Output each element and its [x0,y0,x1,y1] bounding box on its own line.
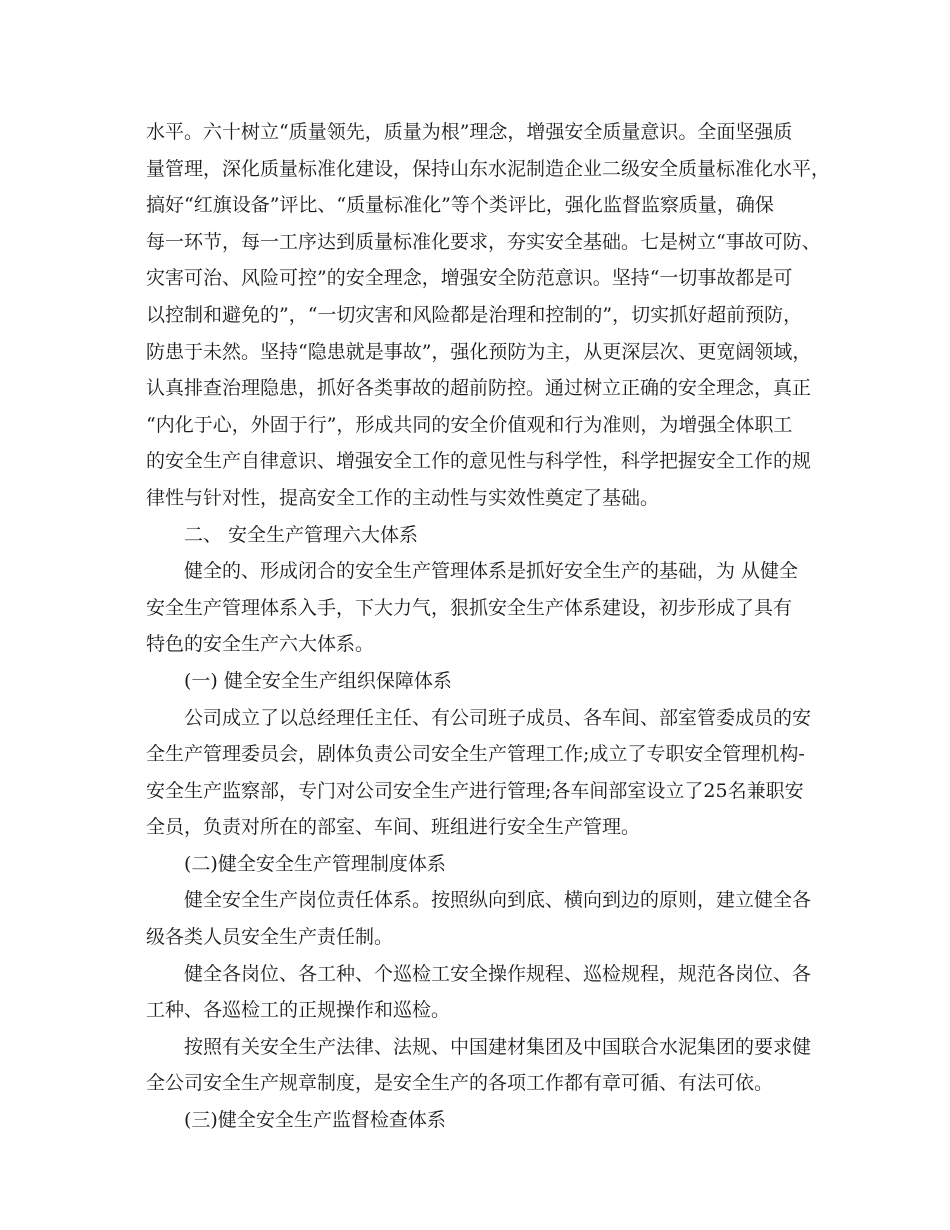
text-line: 量管理，深化质量标准化建设，保持山东水泥制造企业二级安全质量标准化水平， [146,157,831,180]
text-line: (一) 健全安全生产组织保障体系 [184,669,452,692]
text-line: 级各类人员安全生产责任制。 [146,926,394,949]
text-line: 的安全生产自律意识、增强安全工作的意见性与科学性，科学把握安全工作的规 [146,450,812,473]
text-line: 律性与针对性，提高安全工作的主动性与实效性奠定了基础。 [146,486,660,509]
text-line: 全员，负责对所在的部室、车间、班组进行安全生产管理。 [146,816,641,839]
text-line: 每一环节，每一工序达到质量标准化要求，夯实安全基础。七是树立“事故可防、 [146,230,821,253]
text-line: 防患于未然。坚持“隐患就是事故”，强化预防为主，从更深层次、更宽阔领域， [146,340,812,363]
text-line: 健全各岗位、各工种、个巡检工安全操作规程、巡检规程，规范各岗位、各 [184,962,812,985]
text-line: 安全生产管理体系入手，下大力气，狠抓安全生产体系建设，初步形成了具有 [146,596,793,619]
text-line: 全生产管理委员会，剧体负责公司安全生产管理工作;成立了专职安全管理机构- [146,743,805,766]
text-line: 认真排查治理隐患，抓好各类事故的超前防控。通过树立正确的安全理念，真正 [146,377,812,400]
text-line: (三)健全安全生产监督检查体系 [184,1109,446,1132]
text-line: 公司成立了以总经理任主任、有公司班子成员、各车间、部室管委成员的安 [184,706,812,729]
text-line: 工种、各巡检工的正规操作和巡检。 [146,999,451,1022]
text-line: 安全生产监察部，专门对公司安全生产进行管理;各车间部室设立了25名兼职安 [146,779,804,802]
text-line: (二)健全安全生产管理制度体系 [184,852,446,875]
text-line: 二、 安全生产管理六大体系 [184,523,419,546]
text-line: 水平。六十树立“质量领先，质量为根”理念，增强安全质量意识。全面坚强质 [146,121,793,143]
text-line: 灾害可治、风险可控”的安全理念，增强安全防范意识。坚持“一切事故都是可 [146,267,793,290]
text-line: 搞好“红旗设备”评比、“质量标准化”等个类评比，强化监督监察质量，确保 [146,194,774,217]
text-line: “内化于心，外固于行”，形成共同的安全价值观和行为准则，为增强全体职工 [146,413,793,436]
text-line: 健全安全生产岗位责任体系。按照纵向到底、横向到边的原则，建立健全各 [184,889,812,912]
text-line: 特色的安全生产六大体系。 [146,633,375,656]
text-line: 全公司安全生产规章制度，是安全生产的各项工作都有章可循、有法可依。 [146,1072,774,1095]
document-body [146,114,831,1139]
text-line: 按照有关安全生产法律、法规、中国建材集团及中国联合水泥集团的要求健 [184,1035,812,1058]
text-line: 以控制和避免的”，“一切灾害和风险都是治理和控制的”，切实抓好超前预防， [146,303,803,326]
text-line: 健全的、形成闭合的安全生产管理体系是抓好安全生产的基础，为 从健全 [184,560,799,583]
